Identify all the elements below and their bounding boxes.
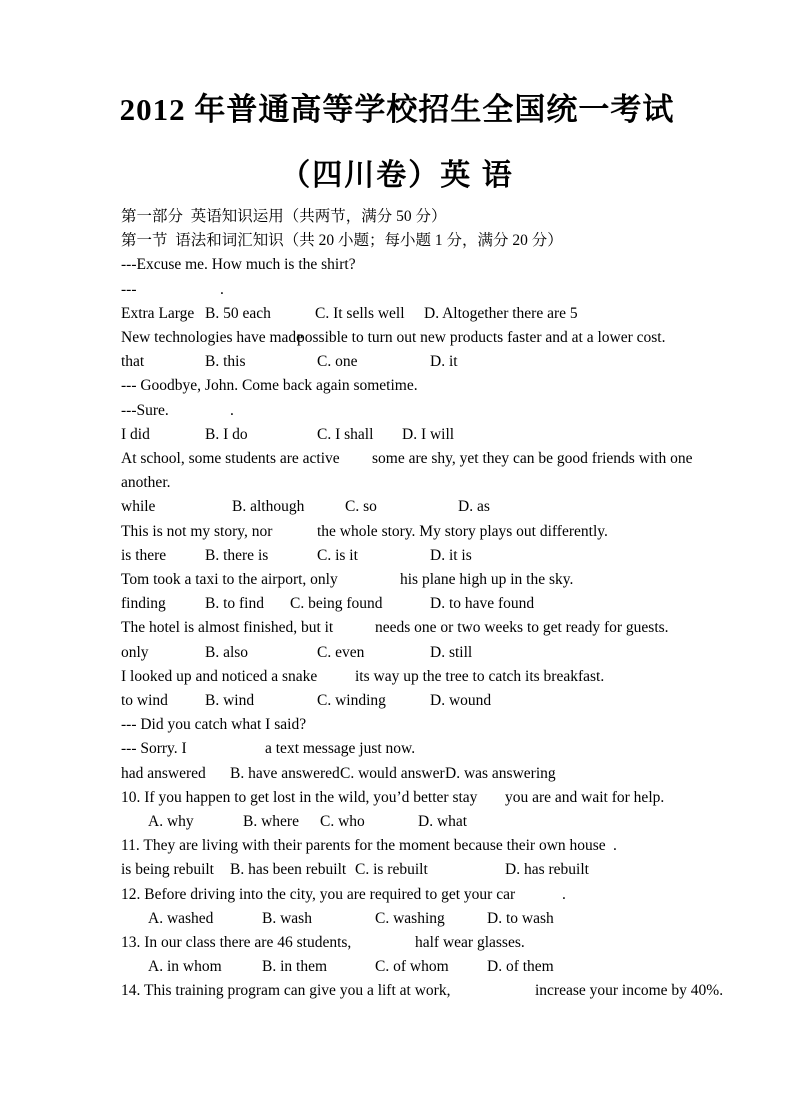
text-segment: 14. This training program can give you a lift at work, (121, 982, 451, 1000)
text-segment: D. it (430, 353, 458, 371)
text-line (0, 907, 794, 931)
text-line (0, 471, 794, 495)
text-segment: A. why (148, 813, 194, 830)
text-segment: B. wind (205, 692, 255, 709)
text-segment: only (121, 643, 149, 661)
text-segment: A. washed (148, 909, 214, 927)
text-segment: that (121, 353, 145, 371)
text-segment: its way up the tree to catch its breakfast. (355, 667, 605, 685)
text-segment: B. where (243, 813, 299, 830)
text-segment: finding (121, 595, 166, 613)
document-subtitle: （四川卷）英 语 (280, 159, 514, 192)
text-segment: D. what (418, 813, 468, 830)
text-segment: 11. They are living with their parents for the moment because their own house (121, 837, 606, 855)
text-segment: C. being found (290, 595, 383, 613)
text-segment: ---Sure. (121, 401, 169, 419)
text-segment: B. there is (205, 546, 269, 564)
text-segment: C. even (317, 643, 365, 661)
text-segment: had answered (121, 764, 206, 782)
text-segment: C. It sells well (315, 304, 405, 322)
text-segment: 13. In our class there are 46 students, (121, 934, 352, 951)
text-segment: D. it is (430, 546, 472, 564)
text-segment: 第一节 语法和词汇知识（共 20 小题；每小题 1 分，满分 20 分） (121, 232, 563, 250)
text-line (0, 374, 794, 398)
text-segment: 10. If you happen to get lost in the wild, you’d better stay (121, 788, 478, 806)
text-segment: C. one (317, 353, 358, 371)
text-segment: possible to turn out new products faster and at a lower cost. (297, 329, 666, 346)
text-segment: B. I do (205, 425, 248, 443)
text-segment: some are shy, yet they can be good friends with one (372, 450, 693, 467)
text-segment: increase your income by 40%. (535, 982, 724, 1000)
text-segment: --- Sorry. I (121, 740, 187, 758)
text-line (0, 520, 794, 544)
text-line (0, 834, 794, 858)
text-line (0, 205, 794, 229)
text-segment: C. is it (317, 546, 358, 564)
text-line (0, 399, 794, 423)
text-segment: B. although (232, 498, 305, 516)
text-line (0, 495, 794, 519)
text-segment: needs one or two weeks to get ready for guests. (375, 619, 669, 637)
text-line (0, 737, 794, 761)
text-segment: Tom took a taxi to the airport, only (121, 571, 338, 588)
text-segment: C. washing (375, 909, 445, 927)
text-segment: B. have answered (230, 764, 340, 782)
text-segment: half wear glasses. (415, 934, 525, 951)
text-line (0, 858, 794, 882)
text-segment: D. has rebuilt (505, 861, 589, 879)
text-segment: . (613, 837, 617, 855)
text-segment: . (220, 280, 224, 298)
text-segment: D. to have found (430, 595, 535, 613)
text-line (0, 641, 794, 665)
text-segment: C. I shall (317, 425, 374, 443)
text-line (0, 931, 794, 955)
text-segment: ---Excuse me. How much is the shirt? (121, 256, 356, 274)
text-segment: . (562, 885, 566, 903)
text-line (0, 544, 794, 568)
text-segment: the whole story. My story plays out differently. (317, 522, 608, 540)
text-line (0, 302, 794, 326)
text-segment: D. as (458, 498, 490, 516)
text-line (0, 810, 794, 834)
text-segment: This is not my story, nor (121, 522, 273, 540)
text-segment: D. to wash (487, 909, 554, 927)
text-line (0, 447, 794, 471)
text-segment: B. wash (262, 909, 312, 927)
text-segment: 第一部分 英语知识运用（共两节，满分 50 分） (121, 208, 447, 225)
text-line (0, 229, 794, 253)
text-segment: you are and wait for help. (505, 788, 665, 806)
text-segment: D. still (430, 643, 473, 661)
text-segment: C. of whom (375, 958, 449, 976)
text-segment: D. of them (487, 958, 554, 976)
text-segment: 12. Before driving into the city, you are required to get your car (121, 885, 516, 903)
text-segment: D. was answering (445, 764, 556, 782)
text-segment: . (230, 401, 234, 419)
text-segment: B. to find (205, 595, 264, 613)
text-segment: another. (121, 474, 171, 492)
text-segment: B. 50 each (205, 304, 271, 322)
text-segment: New technologies have made (121, 329, 304, 346)
text-segment: B. this (205, 353, 246, 371)
text-segment: --- Did you catch what I said? (121, 716, 307, 734)
text-segment: is being rebuilt (121, 861, 214, 879)
text-segment: B. has been rebuilt (230, 861, 347, 879)
text-line (0, 326, 794, 350)
text-segment: C. is rebuilt (355, 861, 428, 879)
text-segment: his plane high up in the sky. (400, 571, 574, 588)
text-line (0, 616, 794, 640)
text-segment: Extra Large (121, 304, 195, 322)
text-segment: The hotel is almost finished, but it (121, 619, 334, 637)
text-line (0, 278, 794, 302)
text-segment: --- Goodbye, John. Come back again sometime. (121, 377, 418, 395)
text-line (0, 350, 794, 374)
text-segment: a text message just now. (265, 740, 416, 758)
text-line (0, 883, 794, 907)
text-line (0, 592, 794, 616)
text-line (0, 423, 794, 447)
document-title: 2012 年普通高等学校招生全国统一考试 (119, 92, 675, 127)
text-segment: while (121, 498, 156, 516)
text-line (0, 955, 794, 979)
text-line (0, 665, 794, 689)
text-segment: C. winding (317, 692, 386, 709)
text-segment: D. I will (402, 425, 455, 443)
text-segment: D. Altogether there are 5 (424, 304, 578, 322)
text-segment: --- (121, 280, 137, 298)
text-segment: is there (121, 546, 167, 564)
text-segment: C. so (345, 498, 377, 516)
text-segment: to wind (121, 692, 168, 709)
text-line (0, 253, 794, 277)
text-segment: C. who (320, 813, 365, 830)
text-segment: B. also (205, 643, 249, 661)
text-segment: I did (121, 425, 150, 443)
text-segment: A. in whom (148, 958, 222, 976)
text-line (0, 762, 794, 786)
text-line (0, 713, 794, 737)
text-segment: B. in them (262, 958, 328, 976)
text-segment: C. would answer (340, 764, 445, 782)
text-segment: D. wound (430, 692, 492, 709)
text-line (0, 786, 794, 810)
text-line (0, 689, 794, 713)
text-segment: I looked up and noticed a snake (121, 667, 318, 685)
text-line (0, 979, 794, 1003)
text-line (0, 568, 794, 592)
text-segment: At school, some students are active (121, 450, 340, 467)
